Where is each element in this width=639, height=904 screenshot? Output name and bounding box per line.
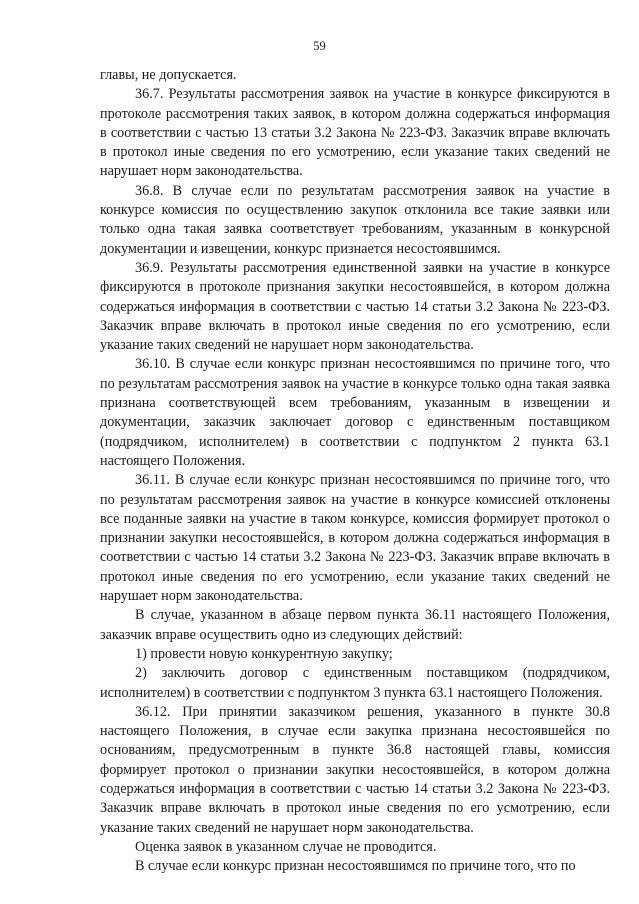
document-body [100,66,610,876]
paragraph-36-11-case: В случае, указанном в абзаце первом пункта 36.11 настоящего Положения, заказчик вправе осуществить одно из следующих действий: [100,607,610,643]
paragraph-36-11: 36.11. В случае если конкурс признан несостоявшимся по причине того, что по результатам рассмотрения заявок на участие в конкурсе комиссией отклонены все поданные заявки на участие в таком конкурсе, комиссия формирует протокол о признании закупки несостоявшейся, в котором должна содержаться информация в соответствии с частью 14 статьи 3.2 Закона № 223-ФЗ. Заказчик вправе включать в протокол иные сведения по его усмотрению, если указание таких сведений не нарушает норм законодательства. [100,472,610,605]
paragraph-36-8: 36.8. В случае если по результатам рассмотрения заявок на участие в конкурсе комиссия по осуществлению закупок отклонила все такие заявки или только одна такая заявка соответствует требованиям, указанным в конкурсной документации и извещении, конкурс признается несостоявшимся. [100,182,610,257]
list-item-1: 1) провести новую конкурентную закупку; [135,645,393,662]
paragraph-36-12: 36.12. При принятии заказчиком решения, указанного в пункте 30.8 настоящего Положения, в случае если закупка признана несостоявшейся по основаниям, предусмотренным в пункте 36.8 настоящей главы, комиссия формирует протокол о признании закупки несостоявшейся, в котором должна содержаться информация в соответствии с частью 14 статьи 3.2 Закона № 223-ФЗ. Заказчик вправе включать в протокол иные сведения по его усмотрению, если указание таких сведений не нарушает норм законодательства. [100,703,610,836]
paragraph-36-10: 36.10. В случае если конкурс признан несостоявшимся по причине того, что по результатам рассмотрения заявок на участие в конкурсе только одна такая заявка признана соответствующей всем требованиям, указанным в извещении и документации, заказчик заключает договор с единственным поставщиком (подрядчиком, исполнителем) в соответствии с подпунктом 2 пункта 63.1 настоящего Положения. [100,356,610,469]
page-number: 59 [313,39,326,53]
paragraph-36-7: 36.7. Результаты рассмотрения заявок на участие в конкурсе фиксируются в протоколе рассмотрения таких заявок, в котором должна содержаться информация в соответствии с частью 13 статьи 3.2 Закона № 223-ФЗ. Заказчик вправе включать в протокол иные сведения по его усмотрению, если указание таких сведений не нарушает норм законодательства. [100,86,610,180]
paragraph-trailing: В случае если конкурс признан несостоявшимся по причине того, что по [135,858,576,875]
paragraph-continuation: главы, не допускается. [100,67,237,83]
paragraph-evaluation-note: Оценка заявок в указанном случае не проводится. [135,838,437,855]
paragraph-36-9: 36.9. Результаты рассмотрения единственной заявки на участие в конкурсе фиксируются в протоколе признания закупки несостоявшейся, в котором должна содержаться информация в соответствии с частью 14 статьи 3.2 Закона № 223-ФЗ. Заказчик вправе включать в протокол иные сведения по его усмотрению, если указание таких сведений не нарушает норм законодательства. [100,259,610,354]
list-item-2: 2) заключить договор с единственным поставщиком (подрядчиком, исполнителем) в соответствии с подпунктом 3 пункта 63.1 настоящего Положения. [100,665,610,701]
